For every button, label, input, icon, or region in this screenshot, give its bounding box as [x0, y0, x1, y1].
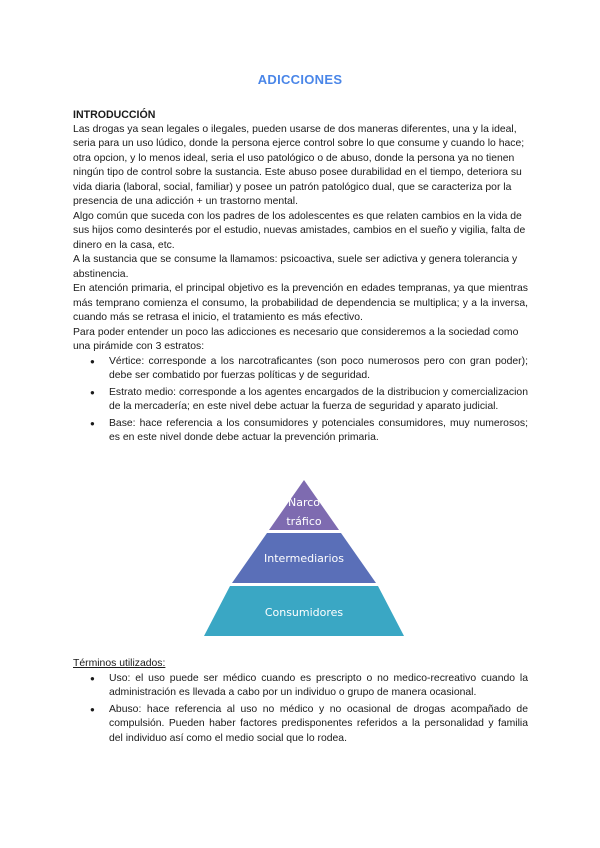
document-body — [73, 108, 528, 448]
terms-section — [73, 657, 528, 748]
list-item-text: Abuso: hace referencia al uso no médico y no ocasional de drogas acompañado de compulsión. Pueden haber factores predisponentes referidos a la personalidad y familia del individuo así como el medio social que lo rodea. — [109, 703, 528, 744]
bullet-icon: ● — [90, 356, 95, 366]
paragraph: En atención primaria, el principal objetivo es la prevención en edades tempranas, ya que mientras más temprano comienza el consumo, la probabilidad de dependencia se multiplica; y a la inversa, cuando más se retrasa el inicio, el tratamiento es más efectivo. — [73, 283, 528, 323]
pyramid-top-label-line1: Narco — [287, 496, 321, 509]
list-item-text: Estrato medio: corresponde a los agentes encargados de la distribucion y comercializacion de la mercadería; en este nivel debe actuar la fuerza de seguridad y aparato judicial. — [109, 386, 528, 412]
list-item — [73, 703, 528, 747]
intro-heading: INTRODUCCIÓN — [73, 109, 156, 121]
list-item — [73, 386, 528, 415]
list-item — [73, 672, 528, 701]
list-item-text: Uso: el uso puede ser médico cuando es prescripto o no medico-recreativo cuando la administración es llevada a cabo por un individuo o grupo de manera ocasional. — [109, 672, 528, 698]
society-pyramid-diagram — [204, 480, 404, 636]
pyramid-base-label: Consumidores — [264, 606, 344, 619]
list-item-text: Base: hace referencia a los consumidores y potenciales consumidores, muy numerosos; es en este nivel donde debe actuar la prevención primaria. — [109, 417, 528, 443]
list-item — [73, 417, 528, 446]
list-item — [73, 355, 528, 384]
document-title: ADICCIONES — [257, 72, 343, 87]
paragraph: A la sustancia que se consume la llamamos: psicoactiva, suele ser adictiva y genera tolerancia y abstinencia. — [73, 254, 518, 280]
strata-list — [73, 355, 528, 446]
bullet-icon: ● — [90, 704, 95, 714]
pyramid-middle-label: Intermediarios — [264, 552, 344, 565]
bullet-icon: ● — [90, 418, 95, 428]
bullet-icon: ● — [90, 387, 95, 397]
terms-list — [73, 672, 528, 747]
terms-heading: Términos utilizados: — [73, 658, 166, 669]
bullet-icon: ● — [90, 673, 95, 683]
paragraph: Las drogas ya sean legales o ilegales, pueden usarse de dos maneras diferentes, una y la ideal, seria para un uso lúdico, donde la persona ejerce control sobre lo que consume y cuando lo hace; otra opcion, y lo menos ideal, seria el uso patológico o de abuso, donde la persona ya no tienen ningún tipo de control sobre la sustancia. Este abuso posee durabilidad en el tiempo, deteriora su vida diaria (laboral, social, familiar) y posee un patrón patológico dual, que se caracteriza por la presencia de una adicción + un trastorno mental. — [73, 123, 525, 207]
pyramid-top-label-line2: tráfico — [286, 515, 322, 528]
paragraph: Algo común que suceda con los padres de los adolescentes es que relaten cambios en la vida de sus hijos como desinterés por el estudio, nuevas amistades, cambios en el sueño y vigilia, falta de dinero en la casa, etc. — [73, 210, 526, 251]
paragraph: Para poder entender un poco las adicciones es necesario que consideremos a la sociedad como una pirámide con 3 estratos: — [73, 326, 519, 352]
list-item-text: Vértice: corresponde a los narcotraficantes (son poco numerosos pero con gran poder); debe ser combatido por fuerzas políticas y de seguridad. — [109, 355, 528, 381]
